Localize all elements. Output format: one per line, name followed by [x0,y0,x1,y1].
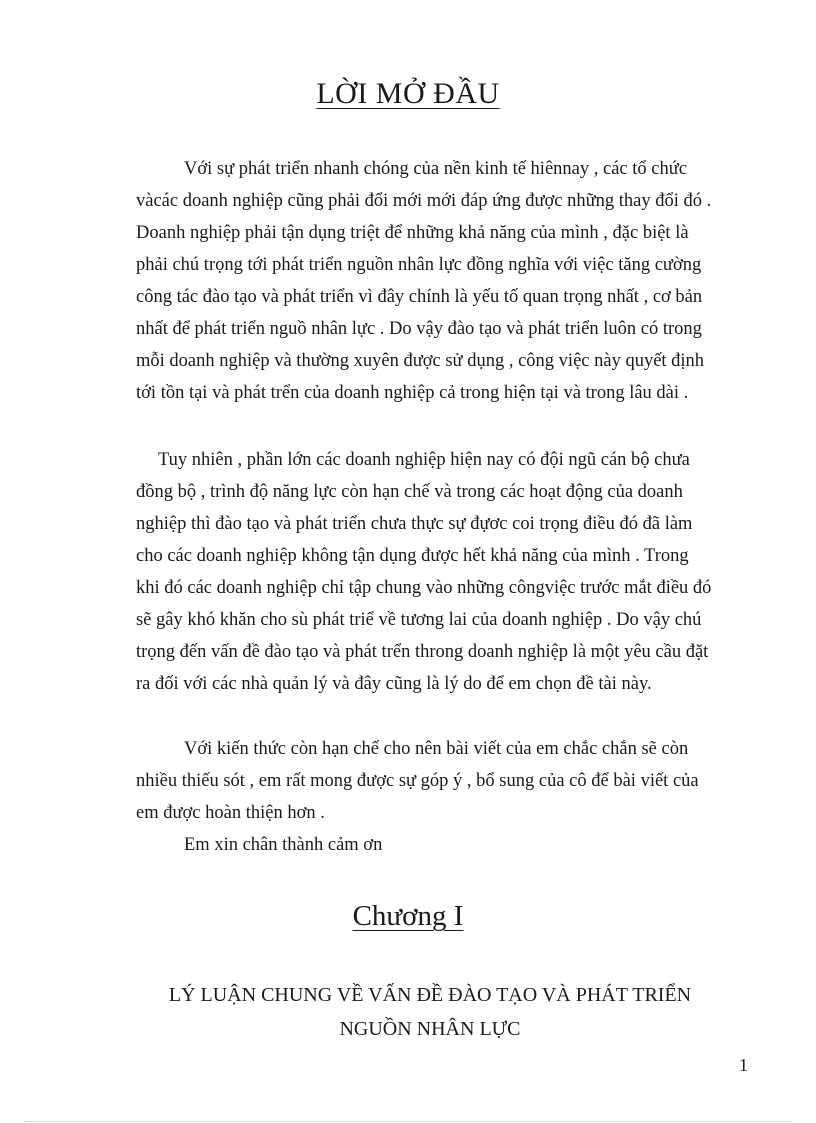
text-line: phải chú trọng tới phát triển nguồn nhân lực đồng nghĩa với việc tăng cường [136,255,702,275]
page-title [0,74,816,114]
text-line: công tác đào tạo và phát triển vì đây chính là yếu tố quan trọng nhất , cơ bản [136,287,703,307]
paragraph-context [136,444,740,700]
page-title-text: LỜI MỞ ĐẦU [316,77,500,110]
page-bottom-divider [24,1121,792,1122]
paragraph-intro-text [136,153,740,409]
text-line: nhất để phát triển nguồ nhân lực . Do vậy đào tạo và phát triển luôn có trong [136,319,702,339]
chapter-heading [0,896,816,936]
text-line: vàcác doanh nghiệp cũng phải đổi mới mới đáp ứng được những thay đổi đó . [136,191,712,211]
paragraph-acknowledgement-text [136,733,740,829]
text-line: tới tồn tại và phát trển của doanh nghiệp cả trong hiện tại và trong lâu dài . [136,383,689,403]
text-line: trọng đến vấn đề đào tạo và phát trển throng doanh nghiệp là một yêu cầu đặt [136,642,709,662]
text-line: cho các doanh nghiệp không tận dụng được hết khả năng của mình . Trong [136,546,689,566]
text-line: sẽ gây khó khăn cho sù phát triể về tương lai của doanh nghiệp . Do vậy chú [136,610,702,630]
text-line: Với sự phát triển nhanh chóng của nền kinh tế hiênnay , các tổ chức [184,159,687,179]
text-line: em được hoàn thiện hơn . [136,803,325,823]
text-line: khi đó các doanh nghiệp chỉ tập chung vào những côngviệc trước mắt điều đó [136,578,712,598]
paragraph-intro [136,153,740,409]
text-line: Với kiến thức còn hạn chế cho nên bài viết của em chắc chắn sẽ còn [184,739,689,759]
section-heading-line: NGUỒN NHÂN LỰC [339,1018,521,1040]
text-line: mỗi doanh nghiệp và thường xuyên được sử dụng , công việc này quyết định [136,351,705,371]
paragraph-context-text [136,444,740,700]
paragraph-thanks-text [136,829,740,861]
text-line: Doanh nghiệp phải tận dụng triệt để những khả năng của mình , đặc biệt là [136,223,689,243]
page-number: 1 [739,1055,748,1075]
text-line: Tuy nhiên , phần lớn các doanh nghiệp hiện nay có đội ngũ cán bộ chưa [158,450,690,470]
text-line: nghiệp thì đào tạo và phát triển chưa thực sự đựơc coi trọng điều đó đã làm [136,514,693,534]
text-line: ra đối với các nhà quản lý và đây cũng là lý do để em chọn đề tài này. [136,674,652,694]
paragraph-thanks [136,829,740,861]
chapter-heading-text: Chương I [352,900,464,932]
text-line: nhiều thiếu sót , em rất mong được sự góp ý , bổ sung của cô để bài viết của [136,771,699,791]
section-heading [120,978,740,1046]
text-line: đồng bộ , trình độ năng lực còn hạn chế và trong các hoạt động của doanh [136,482,683,502]
paragraph-acknowledgement [136,733,740,829]
text-line: Em xin chân thành cảm ơn [184,835,383,855]
section-heading-line: LÝ LUẬN CHUNG VỀ VẤN ĐỀ ĐÀO TẠO VÀ PHÁT TRIỂN [168,984,692,1006]
